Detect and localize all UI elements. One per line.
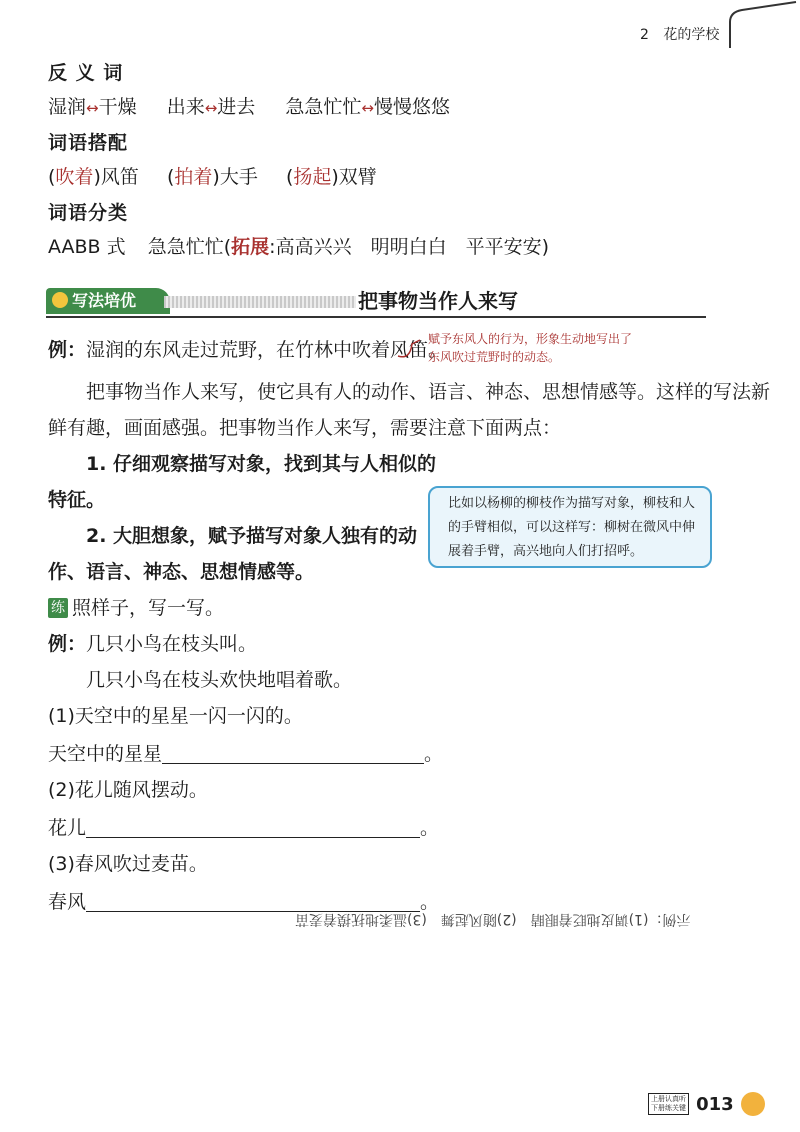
answer-prompt: 春风 [48, 891, 87, 913]
practice-answer-row-2 [48, 808, 439, 848]
antonyms-row [48, 92, 450, 119]
page-corner-decoration [720, 0, 800, 50]
section-tab-label: 写法培优 [72, 291, 137, 310]
brand-line-2: 下册练关键 [651, 1104, 686, 1112]
collocation-noun: 大手 [219, 166, 258, 188]
antonym-b: 慢慢悠悠 [374, 96, 451, 118]
answer-blank[interactable] [86, 890, 420, 912]
practice-badge: 练 [48, 598, 68, 618]
practice-example-source: 几只小鸟在枝头叫。 [86, 633, 258, 655]
antonyms-heading: 反 义 词 [48, 62, 124, 84]
example-sentence: 湿润的东风走过荒野，在竹林中吹着风笛。 [86, 339, 448, 361]
page-number: 013 [696, 1093, 734, 1115]
tip-callout: 比如以杨柳的柳枝作为描写对象，柳枝和人的手臂相似，可以这样写：柳树在微风中伸展着手臂，高兴地向人们打招呼。 [428, 486, 712, 568]
point-1-line-2: 特征。 [48, 489, 106, 511]
answer-blank[interactable] [162, 742, 424, 764]
paren-close: ) [212, 166, 220, 188]
note-pointer-icon [396, 336, 426, 362]
section-title: 把事物当作人来写 [358, 289, 518, 313]
collocation-noun: 双臂 [338, 166, 377, 188]
practice-answer-row-1 [48, 734, 443, 774]
point-2-line-2: 作、语言、神态、思想情感等。 [48, 561, 315, 583]
brand-line-1: 上册认真听 [651, 1095, 686, 1103]
practice-instruction-row [48, 588, 224, 628]
extend-label: 拓展 [231, 236, 270, 258]
practice-item-1: (1)天空中的星星一闪一闪的。 [48, 705, 303, 727]
practice-instruction: 照样子，写一写。 [72, 597, 225, 619]
pattern-label: AABB 式 [48, 236, 126, 258]
collocation-verb: 扬起 [293, 166, 332, 188]
star-icon [52, 292, 68, 308]
writing-section-banner [46, 288, 706, 322]
answer-prompt: 天空中的星星 [48, 743, 163, 765]
unit-header [640, 24, 719, 44]
pattern-example: 急急忙忙( [147, 236, 232, 258]
double-arrow-icon: ↔ [361, 99, 374, 117]
antonym-a: 湿润 [48, 96, 87, 118]
answer-prompt: 花儿 [48, 817, 87, 839]
paren-close: ) [331, 166, 339, 188]
explanation-line-2: 鲜有趣，画面感强。把事物当作人来写，需要注意下面两点： [48, 417, 562, 439]
example-note-line-1: 赋予东风人的行为，形象生动地写出了 [428, 332, 633, 346]
practice-example-label: 例： [48, 633, 87, 655]
unit-number: 2 [640, 27, 649, 43]
double-arrow-icon: ↔ [204, 99, 218, 117]
point-2-line-1: 2. 大胆想象，赋予描写对象人独有的动 [86, 525, 418, 547]
classification-heading: 词语分类 [48, 202, 129, 224]
collocation-verb: 拍着 [174, 166, 213, 188]
writing-example [48, 330, 447, 370]
collocations-row [48, 162, 377, 189]
mascot-icon [741, 1092, 765, 1116]
antonym-a: 出来 [166, 96, 205, 118]
point-1-line-1: 1. 仔细观察描写对象，找到其与人相似的 [86, 453, 437, 475]
antonym-b: 进去 [217, 96, 256, 118]
section-tab [46, 288, 170, 314]
upside-down-answer-key: 示例：(1)调皮地眨着眼睛 (2)随风起舞 (3)温柔地抚摸着麦苗 [295, 911, 691, 927]
paren-open: ( [48, 166, 56, 188]
practice-example-result: 几只小鸟在枝头欢快地唱着歌。 [86, 669, 353, 691]
collocation-noun: 风笛 [100, 166, 139, 188]
antonym-a: 急急忙忙 [285, 96, 362, 118]
example-note [428, 330, 632, 366]
collocation-verb: 吹着 [55, 166, 94, 188]
page-footer [648, 1092, 765, 1114]
banner-texture [164, 296, 356, 308]
practice-item-2: (2)花儿随风摆动。 [48, 779, 208, 801]
explanation-line-1: 把事物当作人来写，使它具有人的动作、语言、神态、思想情感等。这样的写法新 [86, 381, 771, 403]
banner-rule [46, 316, 706, 318]
practice-example [48, 624, 257, 664]
unit-title: 花的学校 [663, 27, 720, 43]
example-note-line-2: 东风吹过荒野时的动态。 [428, 350, 561, 364]
practice-item-3: (3)春风吹过麦苗。 [48, 853, 208, 875]
answer-period: 。 [420, 817, 440, 839]
brand-box [648, 1093, 689, 1115]
double-arrow-icon: ↔ [86, 99, 99, 117]
antonym-b: 干燥 [98, 96, 137, 118]
extend-words: :高高兴兴 明明白白 平平安安) [269, 236, 549, 258]
paren-open: ( [166, 166, 175, 188]
paren-close: ) [93, 166, 101, 188]
collocations-heading: 词语搭配 [48, 132, 129, 154]
answer-period: 。 [420, 891, 440, 913]
classification-row [48, 232, 549, 259]
answer-blank[interactable] [86, 816, 420, 838]
answer-period: 。 [424, 743, 444, 765]
paren-open: ( [285, 166, 294, 188]
example-label: 例： [48, 339, 87, 361]
